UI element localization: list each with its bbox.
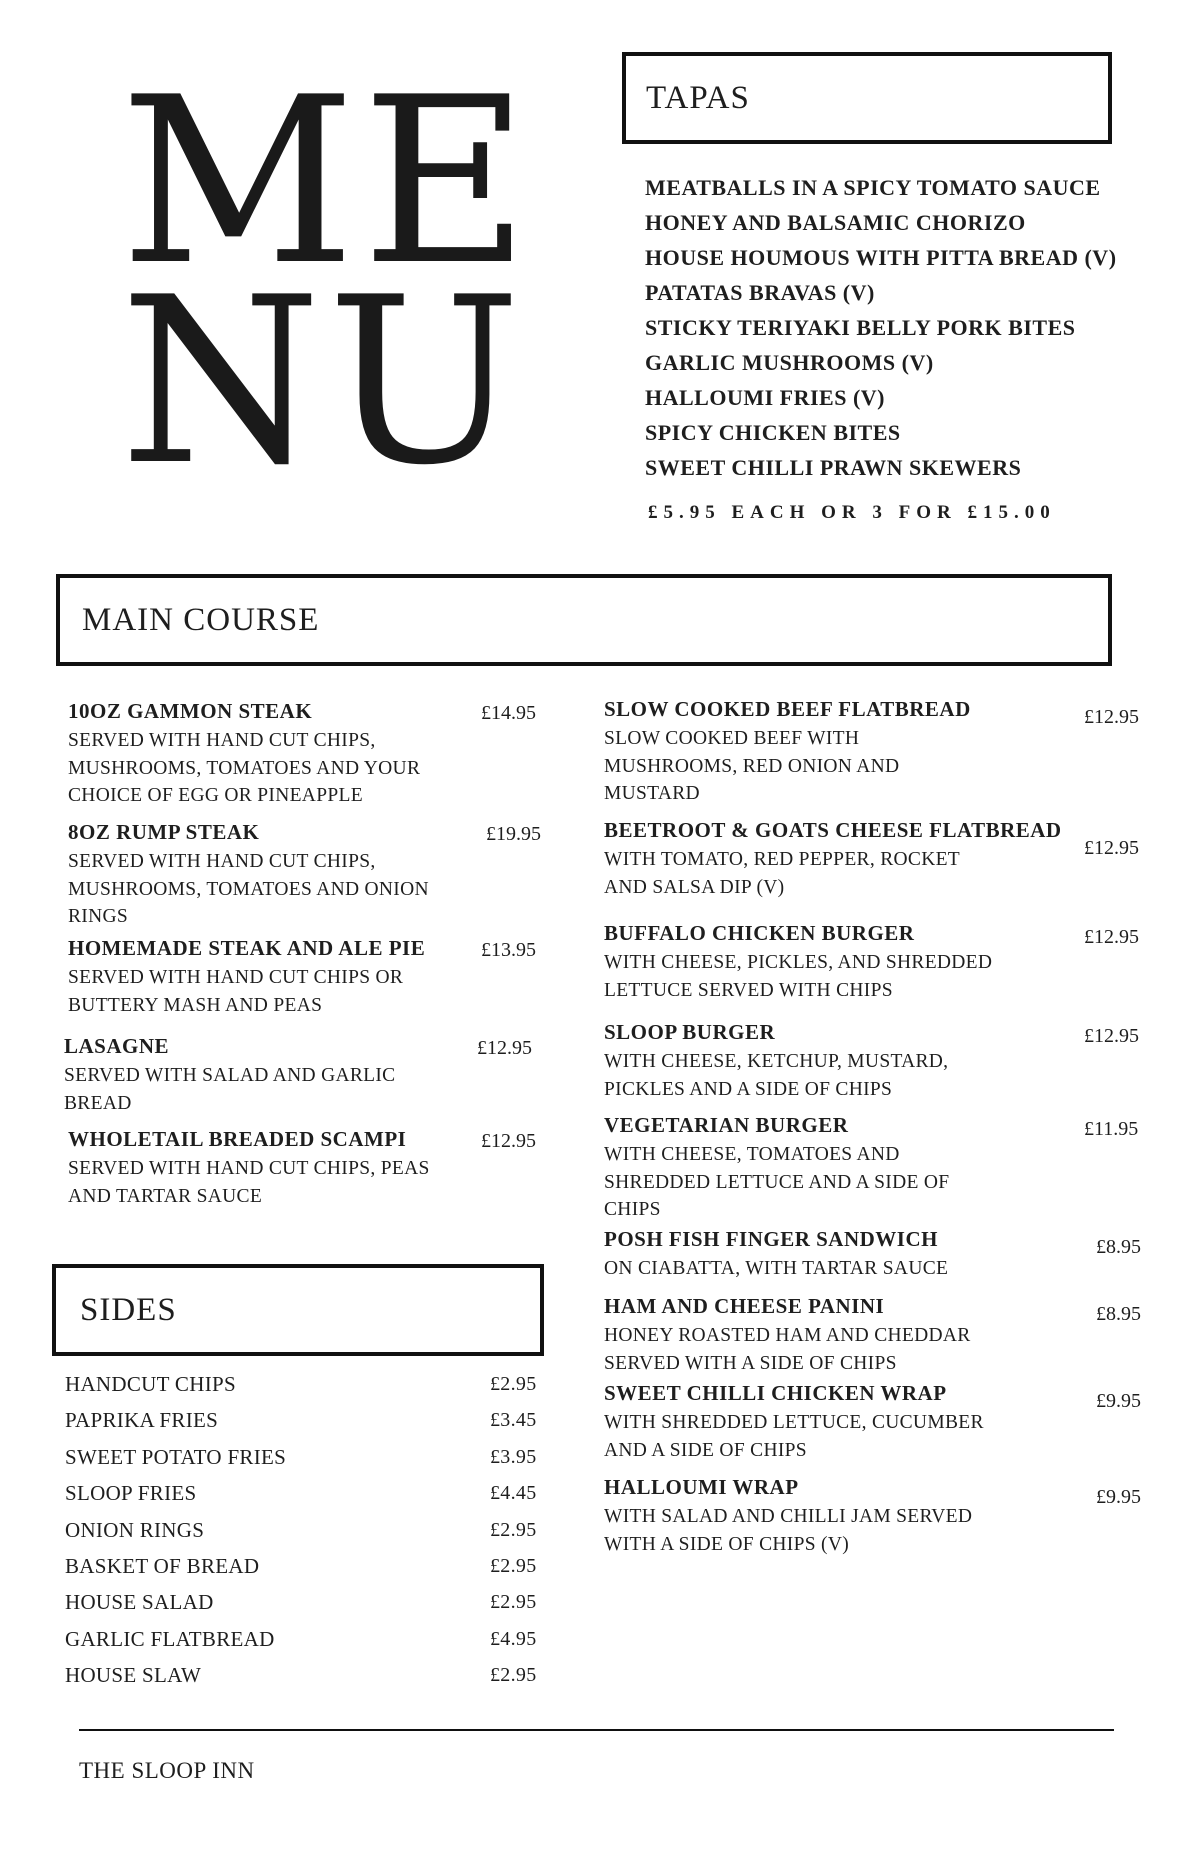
side-item — [65, 1475, 545, 1511]
sides-heading-box — [52, 1264, 544, 1356]
tapas-item: MEATBALLS IN A SPICY TOMATO SAUCE — [645, 175, 1101, 200]
side-name: HOUSE SALAD — [65, 1590, 214, 1615]
side-price: £2.95 — [490, 1373, 537, 1395]
dish-name: HOMEMADE STEAK AND ALE PIE — [68, 936, 426, 960]
dish-description: SERVED WITH HAND CUT CHIPS OR BUTTERY MASH AND PEAS — [68, 967, 404, 1016]
dish-description: SERVED WITH HAND CUT CHIPS, PEAS AND TARTAR SAUCE — [68, 1158, 430, 1207]
tapas-item: STICKY TERIYAKI BELLY PORK BITES — [645, 315, 1076, 340]
dish-price: £12.95 — [1084, 837, 1139, 859]
tapas-item: SWEET CHILLI PRAWN SKEWERS — [645, 455, 1022, 480]
dish-price: £13.95 — [481, 939, 536, 961]
side-name: BASKET OF BREAD — [65, 1553, 260, 1578]
side-price: £2.95 — [490, 1554, 537, 1577]
tapas-item: HOUSE HOUMOUS WITH PITTA BREAD (V) — [645, 245, 1117, 270]
dish-description: WITH SALAD AND CHILLI JAM SERVED WITH A SIDE OF CHIPS (V) — [604, 1506, 973, 1555]
main-course-heading-box — [56, 574, 1112, 666]
dish-name: BUFFALO CHICKEN BURGER — [604, 921, 915, 945]
dish-name: 10OZ GAMMON STEAK — [68, 699, 313, 723]
dish-price: £12.95 — [1084, 926, 1139, 948]
tapas-heading: TAPAS — [646, 79, 750, 116]
side-item — [65, 1366, 545, 1402]
side-price: £3.45 — [490, 1409, 537, 1432]
dish-name: POSH FISH FINGER SANDWICH — [604, 1227, 938, 1251]
dish-name: HAM AND CHEESE PANINI — [604, 1294, 885, 1318]
tapas-price-note: £5.95 EACH OR 3 FOR £15.00 — [648, 502, 1056, 523]
dish-description: HONEY ROASTED HAM AND CHEDDAR SERVED WITH A SIDE OF CHIPS — [604, 1325, 971, 1374]
dish-description: ON CIABATTA, WITH TARTAR SAUCE — [604, 1258, 949, 1279]
dish-name: 8OZ RUMP STEAK — [68, 820, 260, 844]
dish-description: SERVED WITH HAND CUT CHIPS, MUSHROOMS, TOMATOES AND ONION RINGS — [68, 851, 429, 927]
side-price: £4.45 — [490, 1482, 537, 1505]
side-name: PAPRIKA FRIES — [65, 1408, 219, 1433]
side-name: ONION RINGS — [65, 1517, 205, 1542]
dish-name: SLOOP BURGER — [604, 1020, 776, 1044]
dish-description: SERVED WITH HAND CUT CHIPS, MUSHROOMS, TOMATOES AND YOUR CHOICE OF EGG OR PINEAPPLE — [68, 730, 421, 806]
tapas-item: PATATAS BRAVAS (V) — [645, 280, 875, 305]
dish-name: SWEET CHILLI CHICKEN WRAP — [604, 1381, 947, 1405]
sides-heading: SIDES — [80, 1291, 177, 1328]
dish-price: £14.95 — [481, 702, 536, 724]
menu-title-line-1: ME — [120, 49, 536, 316]
dish-description: WITH TOMATO, RED PEPPER, ROCKET AND SALSA DIP (V) — [604, 849, 960, 898]
dish-description: SLOW COOKED BEEF WITH MUSHROOMS, RED ONION AND MUSTARD — [604, 728, 900, 804]
dish-name: VEGETARIAN BURGER — [604, 1113, 849, 1137]
side-item — [65, 1548, 545, 1584]
tapas-item: HALLOUMI FRIES (V) — [645, 385, 886, 410]
dish-description: WITH CHEESE, PICKLES, AND SHREDDED LETTUCE SERVED WITH CHIPS — [604, 952, 993, 1001]
dish-name: BEETROOT & GOATS CHEESE FLATBREAD — [604, 818, 1062, 842]
dish-description: WITH CHEESE, KETCHUP, MUSTARD, PICKLES AND A SIDE OF CHIPS — [604, 1051, 949, 1100]
footer-divider — [79, 1729, 1114, 1731]
side-name: SLOOP FRIES — [65, 1481, 197, 1506]
footer-venue-name: THE SLOOP INN — [79, 1758, 255, 1783]
side-item — [65, 1621, 545, 1657]
dish-price: £12.95 — [481, 1130, 536, 1152]
dish-price: £11.95 — [1084, 1118, 1139, 1140]
side-price: £2.95 — [490, 1518, 537, 1541]
main-course-heading: MAIN COURSE — [82, 601, 320, 638]
tapas-item: GARLIC MUSHROOMS (V) — [645, 350, 934, 375]
dish-description: SERVED WITH SALAD AND GARLIC BREAD — [64, 1065, 396, 1114]
side-item — [65, 1439, 545, 1475]
tapas-item: HONEY AND BALSAMIC CHORIZO — [645, 210, 1026, 235]
dish-price: £12.95 — [1084, 1025, 1139, 1047]
side-price: £2.95 — [490, 1591, 537, 1614]
side-item — [65, 1584, 545, 1620]
dish-price: £12.95 — [1084, 706, 1139, 728]
dish-price: £8.95 — [1096, 1303, 1141, 1325]
dish-price: £8.95 — [1096, 1236, 1141, 1258]
sides-list — [65, 1366, 545, 1694]
side-name: HANDCUT CHIPS — [65, 1372, 236, 1396]
tapas-heading-box — [622, 52, 1112, 144]
dish-price: £12.95 — [477, 1037, 532, 1059]
menu-title-line-2: NU — [120, 249, 528, 516]
dish-name: LASAGNE — [64, 1034, 170, 1058]
dish-name: HALLOUMI WRAP — [604, 1475, 799, 1499]
dish-description: WITH SHREDDED LETTUCE, CUCUMBER AND A SIDE OF CHIPS — [604, 1412, 984, 1461]
side-price: £2.95 — [490, 1664, 537, 1687]
side-item — [65, 1402, 545, 1438]
side-name: HOUSE SLAW — [65, 1663, 202, 1688]
side-name: GARLIC FLATBREAD — [65, 1626, 275, 1651]
dish-name: SLOW COOKED BEEF FLATBREAD — [604, 697, 971, 721]
tapas-list — [645, 170, 1145, 485]
side-item — [65, 1512, 545, 1548]
dish-price: £19.95 — [486, 823, 541, 845]
side-item — [65, 1657, 545, 1693]
side-price: £4.95 — [490, 1627, 537, 1650]
dish-name: WHOLETAIL BREADED SCAMPI — [68, 1127, 407, 1151]
side-price: £3.95 — [490, 1445, 537, 1468]
side-name: SWEET POTATO FRIES — [65, 1444, 287, 1469]
dish-price: £9.95 — [1096, 1390, 1141, 1412]
dish-price: £9.95 — [1096, 1486, 1141, 1508]
dish-description: WITH CHEESE, TOMATOES AND SHREDDED LETTUCE AND A SIDE OF CHIPS — [604, 1144, 950, 1220]
tapas-item: SPICY CHICKEN BITES — [645, 420, 901, 445]
